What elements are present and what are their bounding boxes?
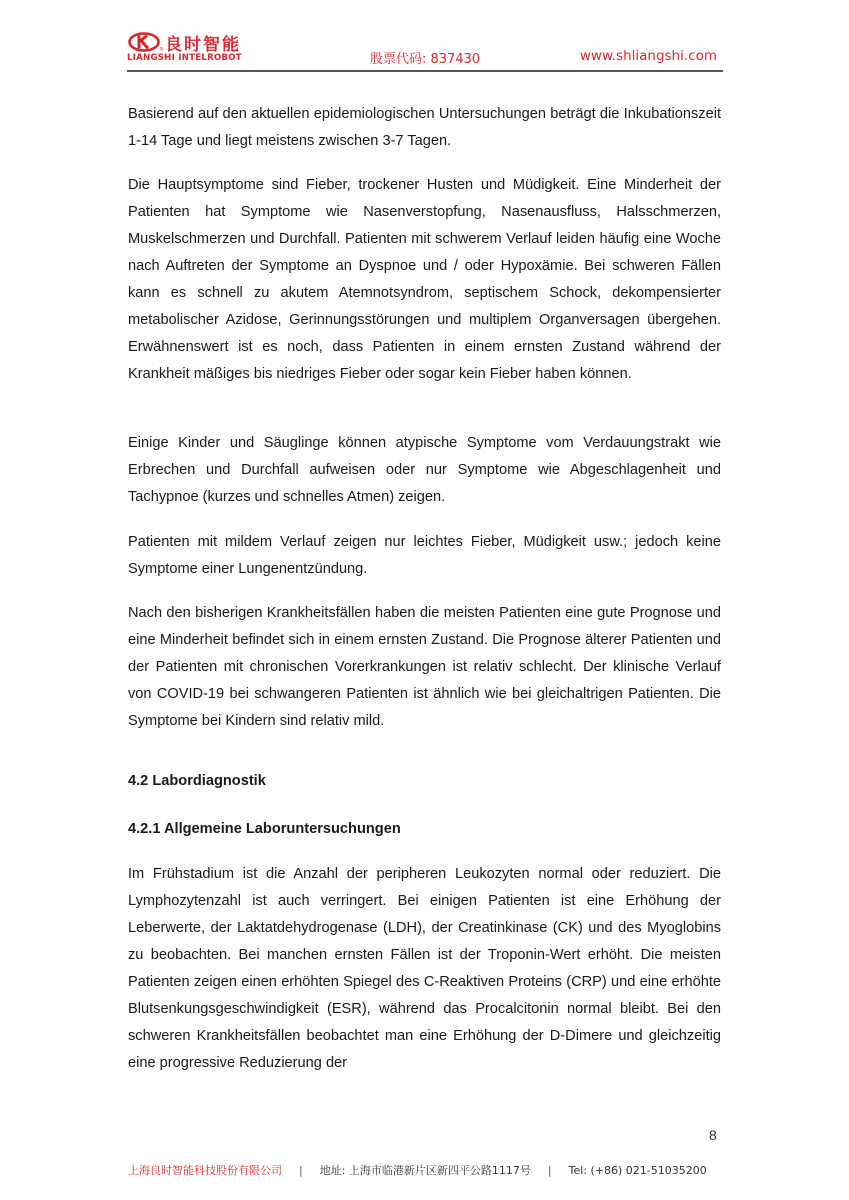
page-number: 8 xyxy=(709,1127,717,1143)
paragraph-mild-course: Patienten mit mildem Verlauf zeigen nur leichtes Fieber, Müdigkeit usw.; jedoch keine Symptome einer Lungenentzündung. xyxy=(128,534,721,577)
paragraph-incubation: Basierend auf den aktuellen epidemiologischen Untersuchungen beträgt die Inkubationszeit 1-14 Tage und liegt meistens zwischen 3-7 Tagen. xyxy=(128,106,721,149)
header-divider xyxy=(127,70,723,72)
footer-separator: | xyxy=(547,1164,552,1177)
stock-code: 股票代码: 837430 xyxy=(370,52,481,67)
page-footer xyxy=(128,1162,728,1178)
paragraph-children-symptoms: Einige Kinder und Säuglinge können atypische Symptome vom Verdauungstrakt wie Erbrechen und Durchfall aufweisen oder nur Symptome wie Abgeschlagenheit und Tachypnoe (kurzes und schnelles Atmen) zeigen. xyxy=(128,435,721,505)
footer-phone: Tel: (+86) 021-51035200 xyxy=(568,1164,707,1177)
subsection-heading-general-lab: 4.2.1 Allgemeine Laboruntersuchungen xyxy=(128,821,401,837)
paragraph-lab-findings: Im Frühstadium ist die Anzahl der peripheren Leukozyten normal oder reduziert. Die Lymphozytenzahl ist auch verringert. Bei einigen Patienten ist eine Erhöhung der Leberwerte, der Laktatdehydrogenase (LDH), der Creatinkinase (CK) und des Myoglobins zu beobachten. Bei manchen ernsten Fällen ist der Troponin-Wert erhöht. Die meisten Patienten zeigen einen erhöhten Spiegel des C-Reaktiven Proteins (CRP) und eine erhöhte Blutsenkungsgeschwindigkeit (ESR), während das Procalcitonin normal bleibt. Bei den schweren Krankheitsfällen beobachtet man eine Erhöhung der D-Dimere und gleichzeitig eine progressive Reduzierung der xyxy=(128,866,721,1071)
website-link[interactable]: www.shliangshi.com xyxy=(579,48,717,64)
page-header xyxy=(127,30,723,72)
footer-company-name: 上海良时智能科技股份有限公司 xyxy=(128,1164,282,1177)
footer-separator: | xyxy=(299,1164,303,1177)
logo-english-name: LIANGSHI INTELROBOT xyxy=(127,53,242,63)
footer-address: 地址: 上海市临港新片区新四平公路1117号 xyxy=(319,1164,531,1177)
liangshi-logo-icon xyxy=(128,32,164,52)
svg-text:®: ® xyxy=(159,47,164,52)
paragraph-main-symptoms: Die Hauptsymptome sind Fieber, trockener Husten und Müdigkeit. Eine Minderheit der Patienten hat Symptome wie Nasenverstopfung, Nasenausfluss, Halsschmerzen, Muskelschmerzen und Durchfall. Patienten mit schwerem Verlauf leiden häufig eine Woche nach Auftreten der Symptome an Dyspnoe und / oder Hypoxämie. Bei schweren Fällen kann es schnell zu akutem Atemnotsyndrom, septischem Schock, dekompensierter metabolischer Azidose, Gerinnungsstörungen und multiplem Organversagen übergehen. Erwähnenswert ist es noch, dass Patienten in einem ernsten Zustand während der Krankheit mäßiges bis niedriges Fieber oder sogar kein Fieber haben können. xyxy=(128,177,721,382)
paragraph-prognosis: Nach den bisherigen Krankheitsfällen haben die meisten Patienten eine gute Prognose und eine Minderheit befindet sich in einem ernsten Zustand. Die Prognose älterer Patienten und der Patienten mit chronischen Vorerkrankungen ist relativ schlecht. Der klinische Verlauf von COVID-19 bei schwangeren Patienten ist ähnlich wie bei gleichaltrigen Patienten. Die Symptome bei Kindern sind relativ mild. xyxy=(128,605,721,729)
section-heading-lab-diagnostics: 4.2 Labordiagnostik xyxy=(128,773,266,789)
company-logo xyxy=(127,30,257,66)
logo-chinese-name: 良时智能 xyxy=(165,35,241,55)
